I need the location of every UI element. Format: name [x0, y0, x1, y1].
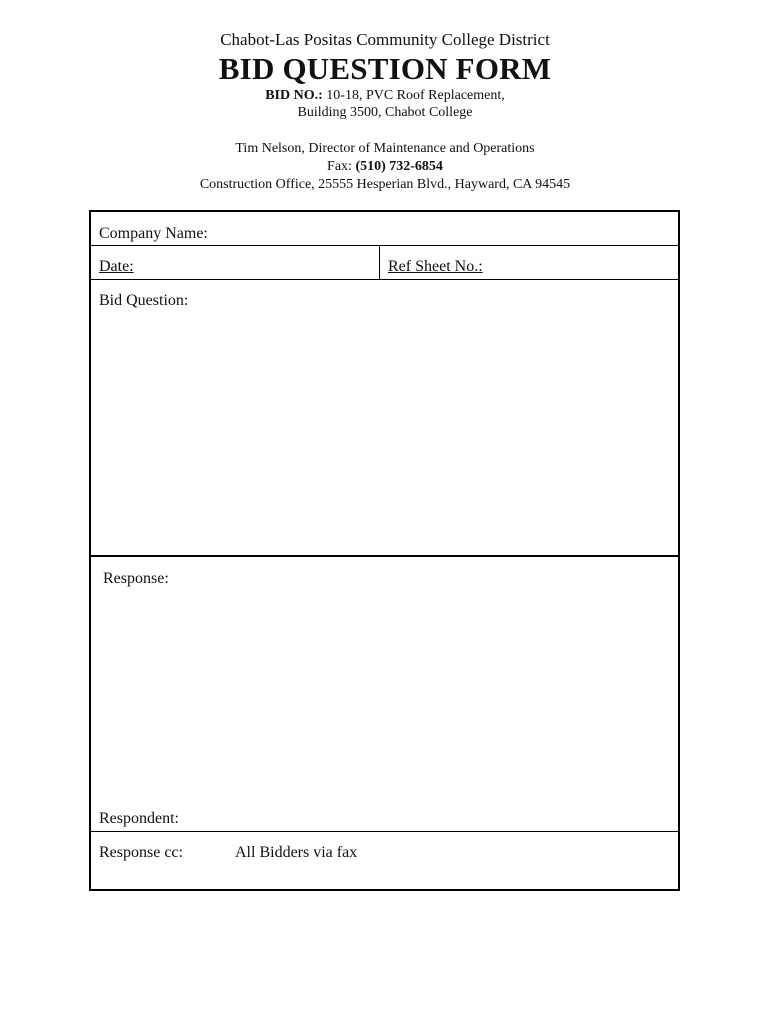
response-label: Response: — [103, 570, 169, 587]
company-name-label: Company Name: — [99, 225, 208, 242]
fax-line — [0, 158, 770, 175]
divider-question — [91, 555, 678, 557]
bid-question-label: Bid Question: — [99, 292, 189, 309]
district-name: Chabot-Las Positas Community College District — [220, 30, 550, 49]
response-cc-label: Response cc: — [99, 844, 183, 861]
response-cc-value: All Bidders via fax — [235, 844, 358, 861]
office-address: Construction Office, 25555 Hesperian Blvd., Hayward, CA 94545 — [199, 177, 571, 192]
divider-date-ref — [379, 245, 380, 279]
contact-line: Tim Nelson, Director of Maintenance and Operations — [235, 141, 535, 156]
date-label: Date: — [99, 258, 134, 275]
fax-number: (510) 732-6854 — [355, 159, 443, 174]
bid-number-line — [0, 87, 770, 104]
divider-respondent — [91, 831, 678, 832]
bid-number-label: BID NO.: — [265, 88, 323, 103]
bid-number-value: 10-18, PVC Roof Replacement, — [326, 88, 505, 103]
building-line: Building 3500, Chabot College — [297, 105, 473, 120]
bid-question-form — [89, 210, 680, 891]
form-title: BID QUESTION FORM — [218, 51, 552, 86]
fax-label: Fax: — [327, 159, 352, 174]
divider-company — [91, 245, 678, 246]
ref-sheet-label: Ref Sheet No.: — [388, 258, 483, 275]
respondent-label: Respondent: — [99, 810, 179, 827]
divider-date — [91, 279, 678, 280]
